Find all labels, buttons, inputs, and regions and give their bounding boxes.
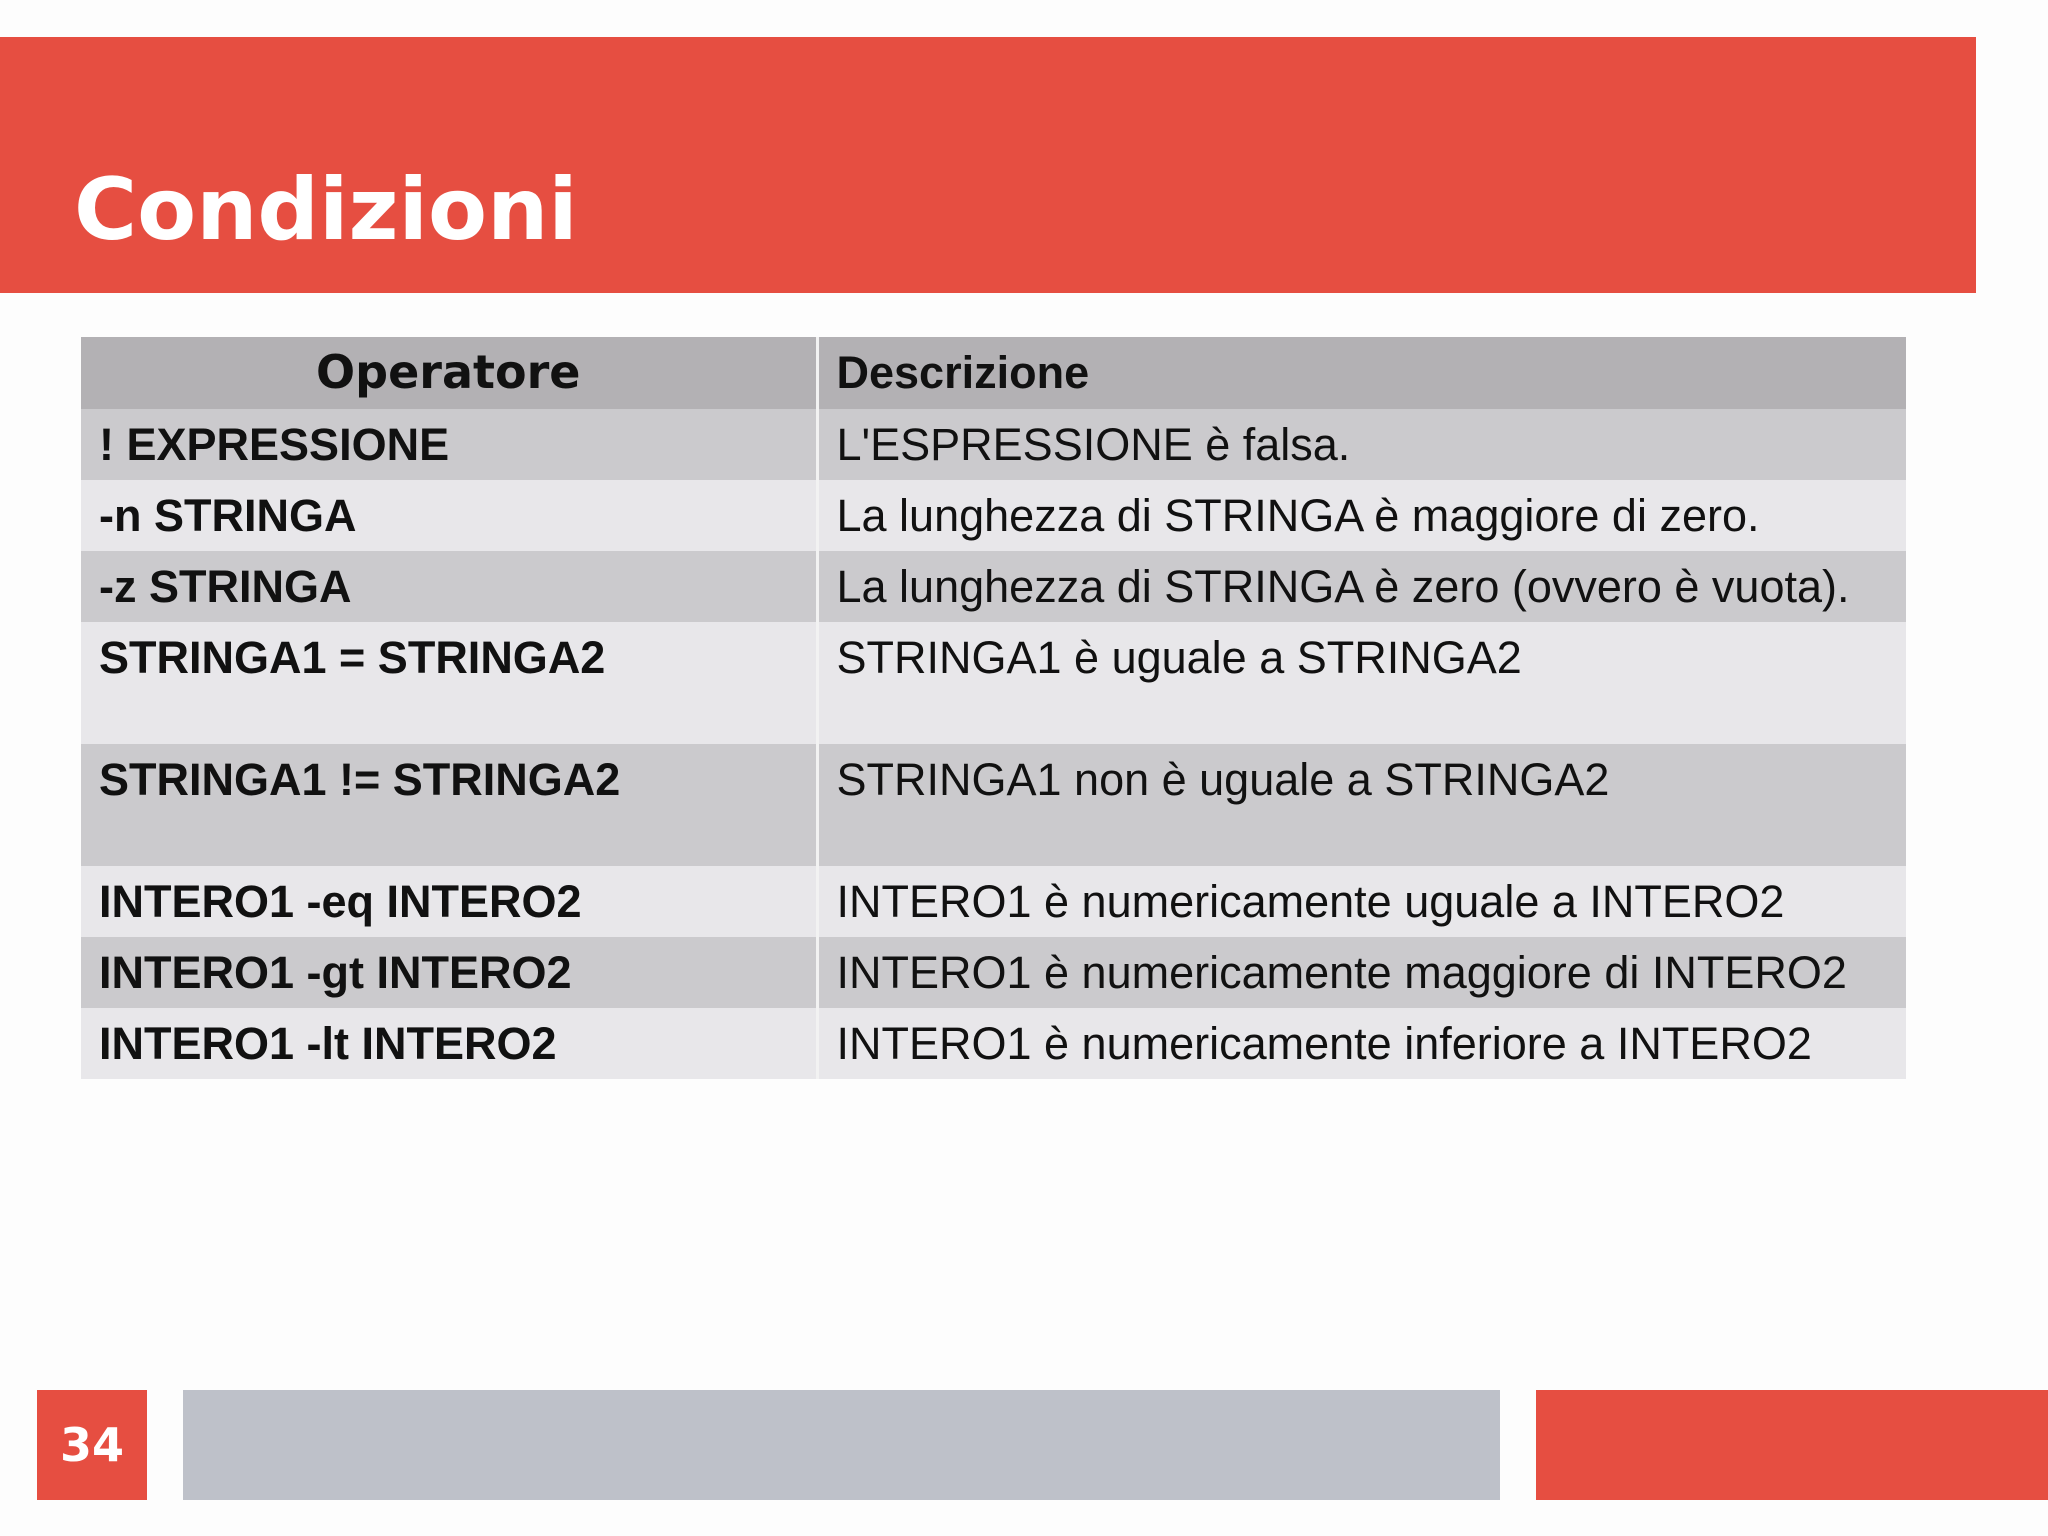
operators-table bbox=[81, 337, 1906, 1079]
operator-cell: INTERO1 -eq INTERO2 bbox=[81, 866, 817, 937]
header-descrizione: Descrizione bbox=[817, 337, 1906, 409]
description-cell: La lunghezza di STRINGA è maggiore di zero. bbox=[817, 480, 1906, 551]
page-number: 34 bbox=[37, 1390, 147, 1500]
description-cell: L'ESPRESSIONE è falsa. bbox=[817, 409, 1906, 480]
description-cell: INTERO1 è numericamente maggiore di INTERO2 bbox=[817, 937, 1906, 1008]
table-row bbox=[81, 937, 1906, 1008]
table-row bbox=[81, 551, 1906, 622]
description-cell: INTERO1 è numericamente uguale a INTERO2 bbox=[817, 866, 1906, 937]
description-cell: STRINGA1 non è uguale a STRINGA2 bbox=[817, 744, 1906, 866]
table-row bbox=[81, 480, 1906, 551]
operator-cell: STRINGA1 = STRINGA2 bbox=[81, 622, 817, 744]
slide-title: Condizioni bbox=[74, 160, 578, 260]
footer-red-bar bbox=[1536, 1390, 2048, 1500]
description-cell: STRINGA1 è uguale a STRINGA2 bbox=[817, 622, 1906, 744]
description-cell: La lunghezza di STRINGA è zero (ovvero è vuota). bbox=[817, 551, 1906, 622]
table-row bbox=[81, 409, 1906, 480]
operator-cell: INTERO1 -gt INTERO2 bbox=[81, 937, 817, 1008]
operator-cell: -n STRINGA bbox=[81, 480, 817, 551]
table-header-row bbox=[81, 337, 1906, 409]
table-row bbox=[81, 866, 1906, 937]
operator-cell: INTERO1 -lt INTERO2 bbox=[81, 1008, 817, 1079]
operator-cell: ! EXPRESSIONE bbox=[81, 409, 817, 480]
operator-cell: -z STRINGA bbox=[81, 551, 817, 622]
table-row bbox=[81, 744, 1906, 866]
header-operatore: Operatore bbox=[81, 337, 817, 409]
description-cell: INTERO1 è numericamente inferiore a INTERO2 bbox=[817, 1008, 1906, 1079]
operator-cell: STRINGA1 != STRINGA2 bbox=[81, 744, 817, 866]
table-row bbox=[81, 1008, 1906, 1079]
table-row bbox=[81, 622, 1906, 744]
footer-gray-bar bbox=[183, 1390, 1500, 1500]
